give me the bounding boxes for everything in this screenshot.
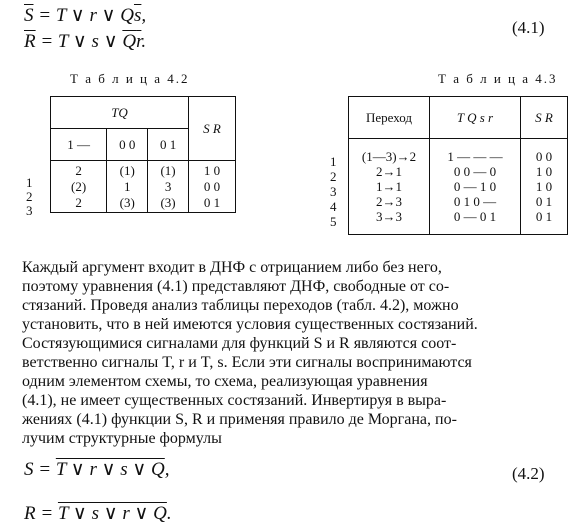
table-4-2-caption: Т а б л и ц а 4.2 — [70, 71, 190, 86]
t42-col-4 — [189, 161, 236, 213]
eq41-l1-end: , — [141, 5, 147, 26]
t43-cell: 2→1 — [376, 164, 402, 179]
equation-4-2-line-1: S = T ∨ r ∨ s ∨ Q, — [24, 459, 170, 480]
eq41-l1-mid: = T ∨ r ∨ Q — [33, 5, 134, 26]
eq41-l2-end: . — [141, 31, 147, 52]
t43-header-transition: Переход — [349, 97, 430, 139]
t42-row-label: 3 — [26, 203, 33, 218]
paragraph-line: поэтому уравнения (4.1) представляют ДНФ, свободные от со- — [22, 278, 450, 295]
t42-cell: 1 — [123, 178, 131, 194]
t42-cell: 2 — [75, 162, 82, 178]
eq42-l1-expr: T ∨ r ∨ s ∨ Q — [55, 459, 165, 480]
t42-sub-2: 0 0 — [107, 129, 148, 161]
t43-cell: 0 1 — [535, 194, 553, 209]
eq42-l2-lhs: R — [24, 503, 36, 524]
paragraph-line: лучим структурные формулы — [22, 430, 222, 447]
equation-4-1-line-1 — [24, 4, 146, 27]
t42-row-labels — [26, 176, 33, 218]
t42-cell: (1) — [119, 162, 135, 178]
t43-cell: 0 — 0 1 — [453, 209, 497, 224]
t42-cell: 3 — [164, 178, 172, 194]
paragraph-line: жениях (4.1) функции S, R и применяя правило де Моргана, по- — [22, 411, 457, 428]
t42-col-3 — [148, 161, 189, 213]
eq41-l2-mid: = T ∨ s ∨ — [35, 31, 123, 52]
t43-cell: 0 — 1 0 — [453, 179, 497, 194]
t43-col-2 — [430, 139, 521, 235]
t43-cell: 1 — — — — [447, 149, 503, 164]
t42-cell: 2 — [75, 194, 82, 210]
eq41-l1-lhs: $\overline{S}$ — [24, 5, 34, 26]
t43-col-3 — [521, 139, 568, 235]
t43-cell: 3→3 — [376, 209, 402, 224]
t43-header-sr: S R — [521, 97, 568, 139]
paragraph-line: (4.1), не имеет существенных состязаний. Инвертируя в выра- — [22, 392, 447, 409]
t42-header-sr: S R — [189, 97, 236, 161]
t43-row-label: 4 — [330, 199, 337, 214]
body-paragraph — [22, 258, 560, 448]
t42-sub-3: 0 1 — [148, 129, 189, 161]
eq41-l2-q: $\overline{Q}$ — [122, 31, 137, 52]
paragraph-line: Каждый аргумент входит в ДНФ с отрицанием либо без него, — [22, 259, 442, 276]
t42-cell: 1 0 — [203, 162, 221, 178]
t43-row-label: 2 — [330, 169, 337, 184]
t43-cell: 0 1 — [535, 209, 553, 224]
paragraph-line: стязаний. Проведя анализ таблицы переходов (табл. 4.2), можно — [22, 297, 459, 314]
paragraph-line: Состязующимися сигналами для функций S и R являются соот- — [22, 335, 457, 352]
t43-cell: 0 0 — 0 — [453, 164, 497, 179]
t42-cell: (1) — [160, 162, 176, 178]
t42-cell: 0 0 — [203, 178, 221, 194]
t43-header-tqsr: T Q s r — [430, 97, 521, 139]
eq41-l1-tail: $\overline{s}$ — [133, 5, 142, 26]
t43-cell: 1→1 — [376, 179, 402, 194]
paragraph-line: одним элементом схемы, то схема, реализующая уравнения — [22, 373, 428, 390]
table-4-2 — [50, 96, 236, 213]
eq41-l2-lhs: $\overline{R}$ — [24, 31, 36, 52]
t43-row-labels — [330, 154, 337, 229]
t43-cell: (1—3)→2 — [361, 149, 417, 164]
equation-number-4-2: (4.2) — [512, 464, 545, 483]
t43-cell: 2→3 — [376, 194, 402, 209]
t42-row-label: 1 — [26, 175, 33, 190]
eq42-l2-expr: T ∨ s ∨ r ∨ Q — [57, 503, 167, 524]
eq42-l1-end: , — [164, 459, 170, 480]
t42-cell: (3) — [160, 194, 176, 210]
t43-cell: 1 0 — [535, 164, 553, 179]
t43-col-1 — [349, 139, 430, 235]
t42-cell: (3) — [119, 194, 135, 210]
t42-cell: (2) — [71, 178, 87, 194]
t42-col-1 — [51, 161, 107, 213]
t42-header-tq: TQ — [51, 97, 189, 129]
equation-number-4-1: (4.1) — [512, 18, 545, 37]
t43-row-label: 5 — [330, 214, 337, 229]
t42-sub-1: 1 — — [51, 129, 107, 161]
equation-4-1-line-2 — [24, 30, 146, 53]
paragraph-line: установить, что в ней имеются условия существенных состязаний. — [22, 316, 478, 333]
t42-cell: 0 1 — [203, 194, 221, 210]
t43-row-label: 1 — [330, 154, 337, 169]
table-4-3 — [348, 96, 568, 235]
t43-cell: 0 1 0 — — [453, 194, 497, 209]
t42-col-2 — [107, 161, 148, 213]
eq42-l1-lhs: S — [24, 459, 34, 480]
t43-cell: 1 0 — [535, 179, 553, 194]
t43-row-label: 3 — [330, 184, 337, 199]
t42-row-label: 2 — [26, 189, 33, 204]
eq41-l2-r: $\overline{r}$ — [136, 31, 142, 52]
eq42-l2-end: . — [166, 503, 172, 524]
t43-cell: 0 0 — [535, 149, 553, 164]
paragraph-line: ветственно сигналы T, r и T, s. Если эти сигналы воспринимаются — [22, 354, 472, 371]
table-4-3-caption: Т а б л и ц а 4.3 — [438, 71, 558, 86]
equation-4-2-line-2: R = T ∨ s ∨ r ∨ Q. — [24, 503, 172, 524]
